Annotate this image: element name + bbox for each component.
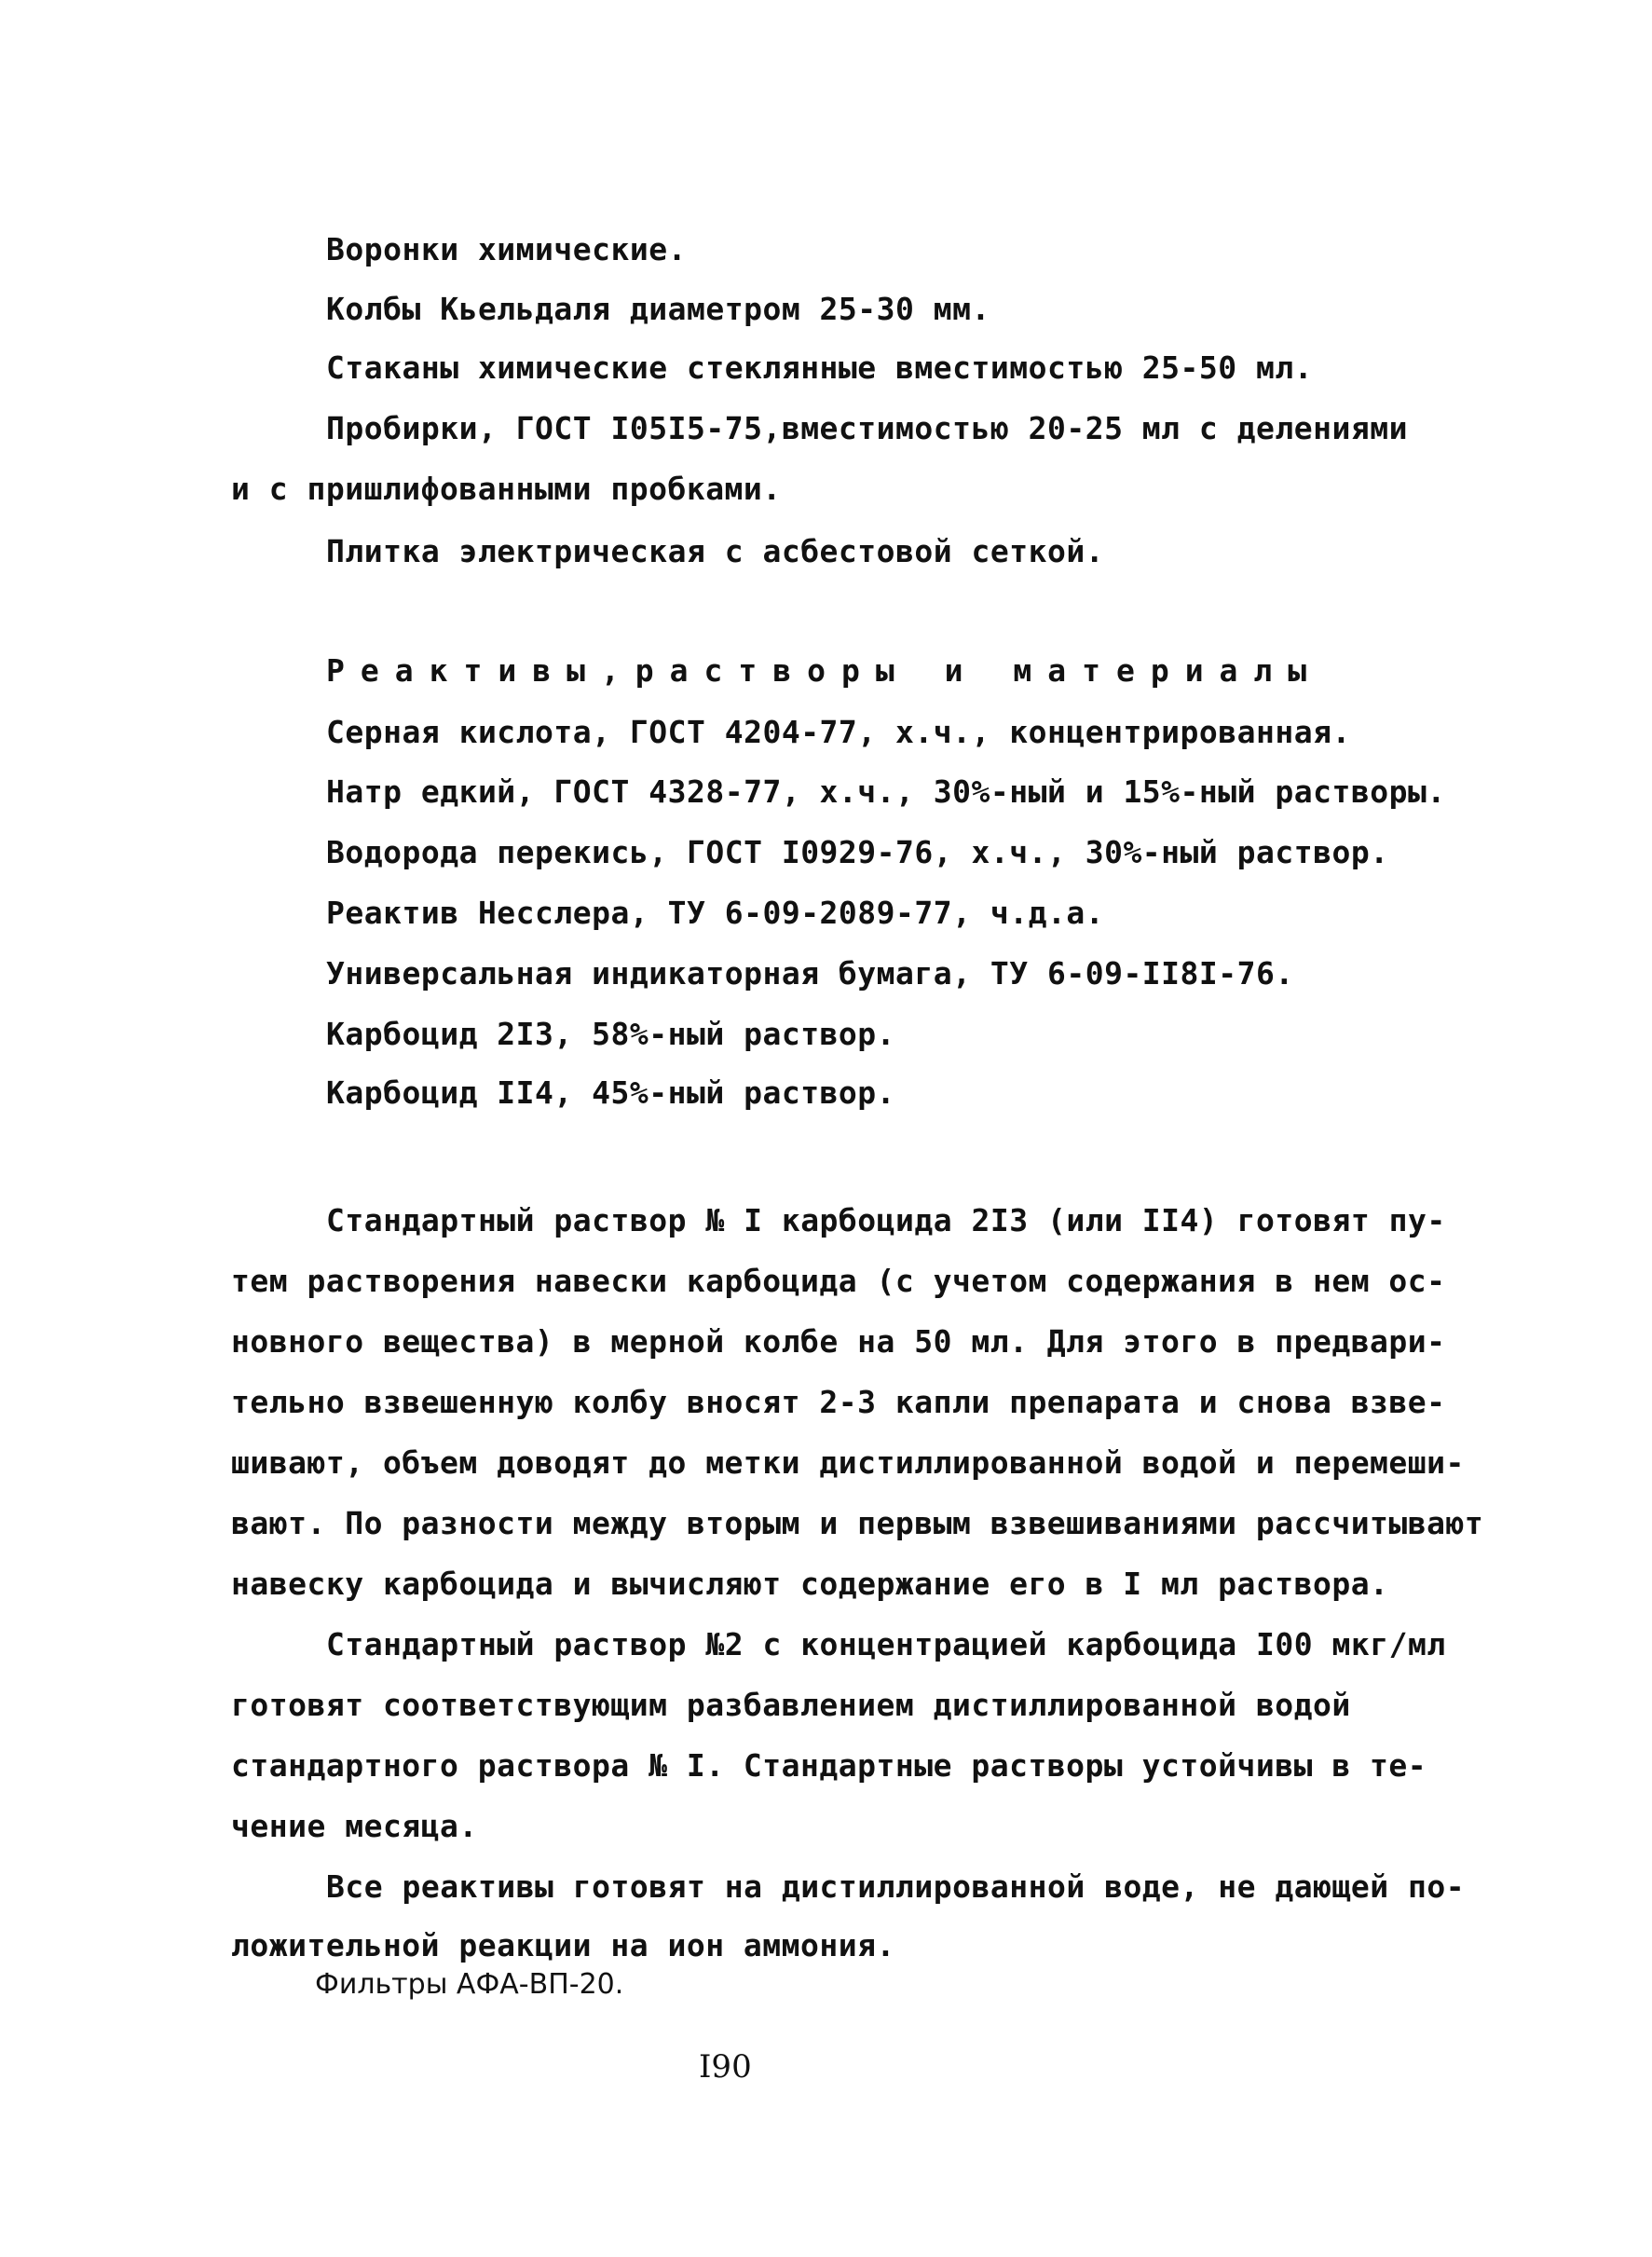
equipment-line: Колбы Кьельдаля диаметром 25-30 мм. [326, 291, 990, 327]
paragraph-line: тем растворения навески карбоцида (с учетом содержания в нем ос- [231, 1263, 1446, 1299]
paragraph-line: чение месяца. [231, 1808, 478, 1844]
reagent-line: Серная кислота, ГОСТ 4204-77, х.ч., концентрированная. [326, 714, 1351, 750]
paragraph-line: вают. По разности между вторым и первым взвешиваниями рассчитывают [231, 1505, 1484, 1541]
paragraph-line: стандартного раствора № I. Стандартные растворы устойчивы в те- [231, 1747, 1427, 1784]
paragraph-line: новного вещества) в мерной колбе на 50 мл. Для этого в предвари- [231, 1323, 1446, 1360]
paragraph-line: тельно взвешенную колбу вносят 2-3 капли препарата и снова взве- [231, 1384, 1446, 1420]
reagent-line: Реактив Несслера, ТУ 6-09-2089-77, ч.д.а. [326, 895, 1105, 931]
paragraph-line: Стандартный раствор № I карбоцида 2I3 (или II4) готовят пу- [326, 1202, 1446, 1238]
equipment-line: Пробирки, ГОСТ I05I5-75,вместимостью 20-25 мл с делениями [326, 410, 1408, 446]
paragraph-line: Стандартный раствор №2 с концентрацией карбоцида I00 мкг/мл [326, 1626, 1446, 1662]
reagent-line: Карбоцид 2I3, 58%-ный раствор. [326, 1016, 896, 1052]
filters-note: Фильтры АФА-ВП-20. [315, 1968, 624, 2001]
reagent-line: Водорода перекись, ГОСТ I0929-76, х.ч., 30%-ный раствор. [326, 834, 1389, 870]
reagent-line: Натр едкий, ГОСТ 4328-77, х.ч., 30%-ный и 15%-ный растворы. [326, 773, 1446, 810]
equipment-line: Плитка электрическая с асбестовой сеткой. [326, 533, 1105, 569]
paragraph-line: навеску карбоцида и вычисляют содержание его в I мл раствора. [231, 1566, 1389, 1602]
equipment-line: Стаканы химические стеклянные вместимостью 25-50 мл. [326, 349, 1314, 386]
reagent-line: Универсальная индикаторная бумага, ТУ 6-09-II8I-76. [326, 955, 1294, 992]
equipment-line-continuation: и с пришлифованными пробками. [231, 471, 782, 507]
page-number: I90 [699, 2048, 752, 2086]
paragraph-line: готовят соответствующим разбавлением дистиллированной водой [231, 1687, 1351, 1723]
paragraph-line: ложительной реакции на ион аммония. [231, 1927, 895, 1963]
paragraph-line: Все реактивы готовят на дистиллированной воде, не дающей по- [326, 1868, 1466, 1905]
reagent-line: Карбоцид II4, 45%-ный раствор. [326, 1074, 896, 1111]
paragraph-line: шивают, объем доводят до метки дистиллированной водой и перемеши- [231, 1444, 1465, 1481]
section-heading-reagents: Реактивы,растворы и материалы [326, 652, 1323, 689]
equipment-line: Воронки химические. [326, 231, 687, 267]
